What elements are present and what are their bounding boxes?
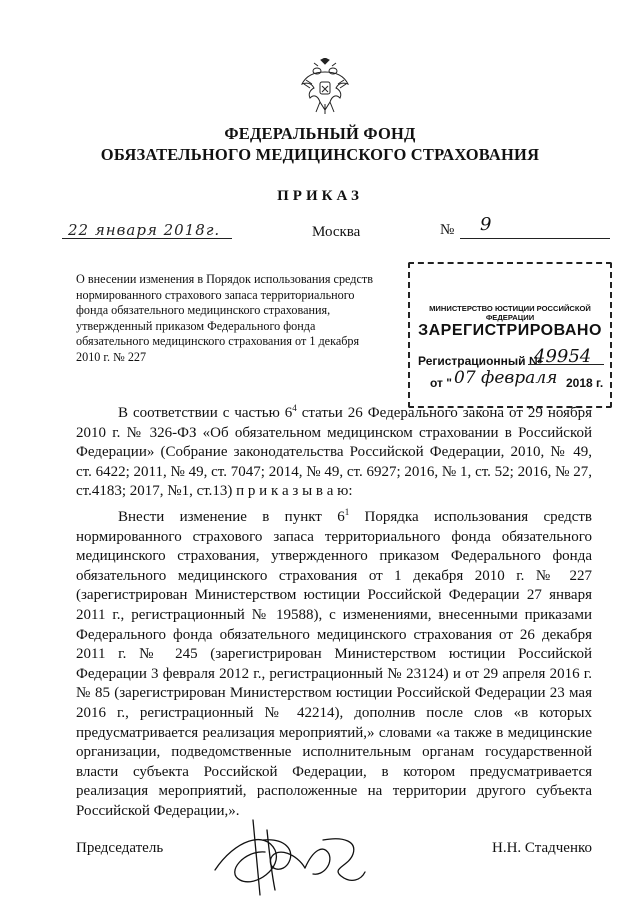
order-subject: О внесении изменения в Порядок использования средств нормированного страхового запаса территориального фонда обязательного медицинского страхования, утвержденный приказом Федерального фонда обязательного медицинского страхования от 1 декабря 2010 г. № 227 bbox=[76, 272, 373, 364]
handwritten-signature bbox=[205, 810, 375, 900]
order-number-sign: № bbox=[440, 222, 455, 238]
date-underline bbox=[62, 238, 232, 239]
stamp-year: 2018 г. bbox=[566, 376, 604, 390]
paragraph-preamble bbox=[76, 404, 592, 502]
stamp-number-underline bbox=[528, 364, 604, 365]
signatory-role: Председатель bbox=[76, 840, 164, 856]
stamp-registered: ЗАРЕГИСТРИРОВАНО bbox=[418, 322, 602, 339]
main-text-b: Порядка использования средств нормированного страхового запаса территориального фонда обязательного медицинского страхования, утвержденного приказом Федерального фонда обязательного медицинского страхования от 1 декабря 2010 г. № 227 (зарегистрирован Министерством юстиции Российской Федерации 27 января 2011 г., регистрационный № 19588), с изменениями, внесенными приказами Федерального фонда обязательного медицинского страхования от 26 декабря 2011 г. № 245 (зарегистрирован Министерством юстиции Российской Федерации 3 февраля 2012 г., регистрационный № 23124) и от 29 апреля 2016 г. № 85 (зарегистрирован Министерством юстиции Российской Федерации 23 мая 2016 г., регистрационный № 42214), дополнив после слов «в которых предусматривается реализация мероприятий,» словами «а также в медицинские организации, подведомственные исполнительным органам государственной власти субъекта Российской Федерации, в котором предусматривается реализация мероприятий, расположенные на территории другого субъекта Российской Федерации,». bbox=[76, 509, 592, 819]
main-superscript: 1 bbox=[344, 507, 350, 517]
order-title: ПРИКАЗ bbox=[277, 188, 363, 204]
registration-stamp bbox=[408, 262, 612, 408]
stamp-reg-date: 07 февраля bbox=[454, 368, 558, 388]
preamble-superscript: 4 bbox=[292, 403, 297, 413]
org-name-line2: ОБЯЗАТЕЛЬНОГО МЕДИЦИНСКОГО СТРАХОВАНИЯ bbox=[100, 145, 540, 164]
signatory-name: Н.Н. Стадченко bbox=[492, 840, 593, 856]
coat-of-arms-icon bbox=[300, 58, 350, 114]
stamp-ministry: МИНИСТЕРСТВО ЮСТИЦИИ РОССИЙСКОЙ ФЕДЕРАЦИИ bbox=[429, 304, 591, 322]
main-text-a: Внести изменение в пункт 6 bbox=[118, 509, 345, 525]
stamp-from-label: от " bbox=[430, 376, 452, 390]
order-city: Москва bbox=[312, 224, 361, 240]
org-name-line1: ФЕДЕРАЛЬНЫЙ ФОНД bbox=[224, 124, 416, 143]
stamp-reg-number: 49954 bbox=[534, 346, 592, 367]
order-number-handwritten: 9 bbox=[480, 214, 492, 235]
order-date-handwritten: 22 января 2018г. bbox=[68, 221, 221, 239]
preamble-text-b: статьи 26 Федерального закона от 29 ноября 2010 г. № 326-ФЗ «Об обязательном медицинском страховании в Российской Федерации» (Собрание законодательства Российской Федерации, 2010, № 49, ст. 6422; 2011, № 49, ст. 7047; 2014, № 49, ст. 6927; 2016, № 1, ст. 52; 2016, № 27, ст.4183; 2017, №1, ст.13) п р и к а з ы в а ю: bbox=[76, 405, 592, 500]
paragraph-main bbox=[76, 508, 592, 822]
stamp-reg-label: Регистрационный № bbox=[418, 354, 543, 368]
number-underline bbox=[460, 238, 610, 239]
preamble-text-a: В соответствии с частью 6 bbox=[118, 405, 293, 421]
